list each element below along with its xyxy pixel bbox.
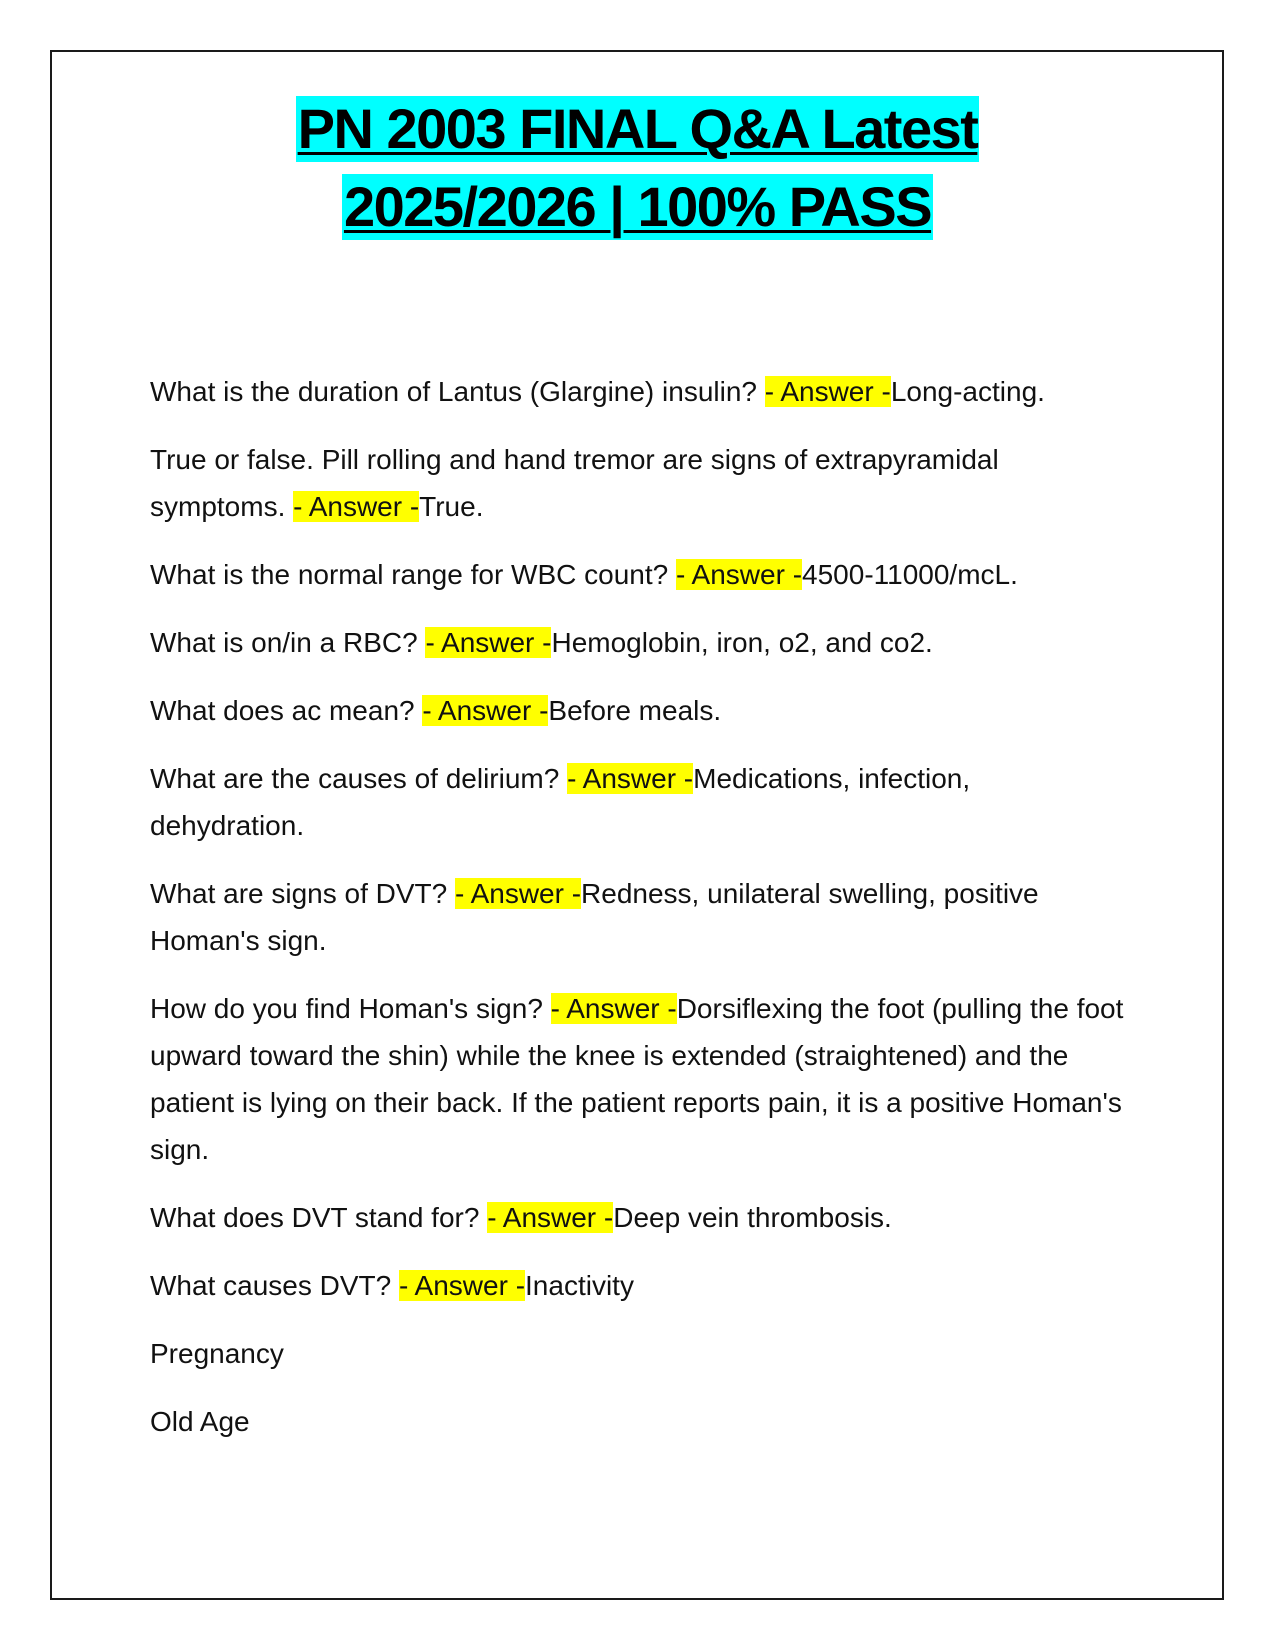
answer-marker: - Answer - (676, 559, 803, 590)
qa-item (150, 985, 1130, 1173)
question-text: True or false. Pill rolling and hand tremor are signs of extrapyramidal symptoms. (150, 444, 999, 522)
answer-text: Inactivity (525, 1270, 634, 1301)
qa-item (150, 755, 1130, 849)
answer-marker: - Answer - (293, 491, 420, 522)
answer-marker: - Answer - (567, 763, 694, 794)
answer-marker: - Answer - (455, 878, 582, 909)
qa-item (150, 870, 1130, 964)
document-title (0, 96, 1275, 240)
question-text: How do you find Homan's sign? (150, 993, 551, 1024)
answer-text: Redness, unilateral swelling, positive Homan's sign. (150, 878, 1039, 956)
qa-item (150, 1262, 1130, 1309)
question-text: What is on/in a RBC? (150, 627, 426, 658)
question-text: What is the duration of Lantus (Glargine) insulin? (150, 376, 765, 407)
qa-item (150, 1194, 1130, 1241)
answer-text: True. (419, 491, 484, 522)
answer-text: Deep vein thrombosis. (613, 1202, 892, 1233)
qa-item (150, 551, 1130, 598)
list-line: Old Age (150, 1406, 250, 1437)
question-text: What are the causes of delirium? (150, 763, 568, 794)
question-text: What does DVT stand for? (150, 1202, 488, 1233)
question-text: What are signs of DVT? (150, 878, 456, 909)
qa-item (150, 368, 1130, 415)
answer-marker: - Answer - (398, 1270, 526, 1301)
answer-text: Long-acting. (890, 376, 1045, 407)
answer-text: Medications, infection, dehydration. (150, 763, 971, 841)
answer-marker: - Answer - (550, 993, 677, 1024)
question-text: What causes DVT? (150, 1270, 399, 1301)
answer-text: Dorsiflexing the foot (pulling the foot upward toward the shin) while the knee is extended (straightened) and the patient is lying on their back. If the patient reports pain, it is a positive Homan's sign. (150, 993, 1124, 1165)
answer-marker: - Answer - (764, 376, 891, 407)
answer-marker: - Answer - (422, 695, 549, 726)
title-line-1: PN 2003 FINAL Q&A Latest (297, 97, 978, 160)
answer-marker: - Answer - (425, 627, 552, 658)
list-line: Pregnancy (150, 1338, 284, 1369)
question-text: What does ac mean? (150, 695, 423, 726)
title-line-2: 2025/2026 | 100% PASS (343, 175, 932, 238)
answer-text: 4500-11000/mcL. (802, 559, 1018, 590)
qa-item (150, 687, 1130, 734)
answer-text: Hemoglobin, iron, o2, and co2. (551, 627, 933, 658)
qa-item (150, 436, 1130, 530)
qa-item (150, 619, 1130, 666)
answer-text: Before meals. (548, 695, 722, 726)
qa-list (150, 368, 1130, 1466)
answer-marker: - Answer - (487, 1202, 614, 1233)
question-text: What is the normal range for WBC count? (150, 559, 676, 590)
